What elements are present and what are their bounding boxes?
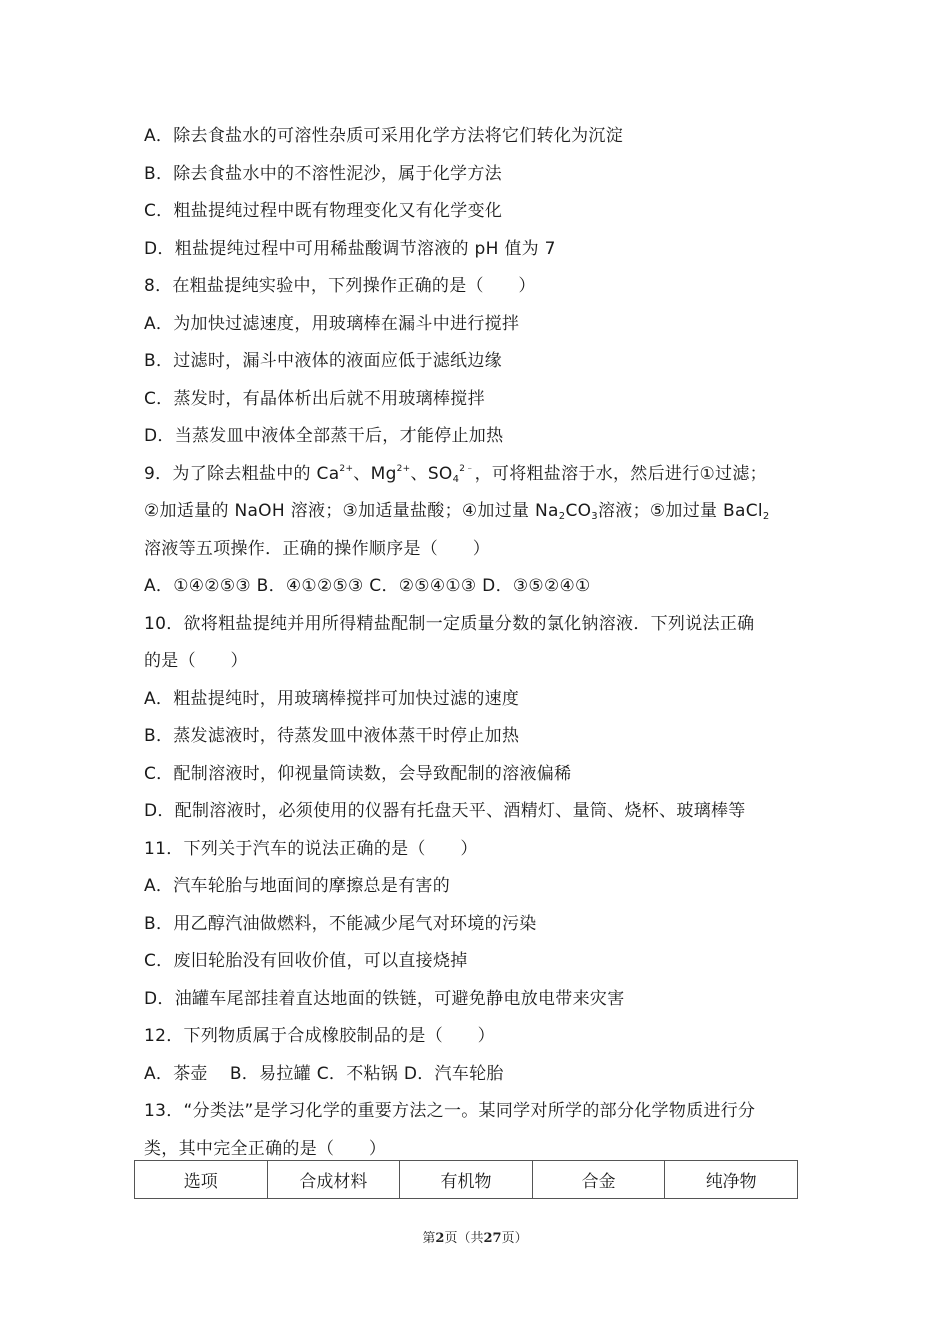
- q7-option-a: A．除去食盐水的可溶性杂质可采用化学方法将它们转化为沉淀: [144, 126, 624, 146]
- q12-option-b: B．易拉罐: [229, 1063, 312, 1084]
- table-header-cell: 有机物: [400, 1161, 533, 1199]
- q8-option-b: B．过滤时，漏斗中液体的液面应低于滤纸边缘: [144, 351, 502, 371]
- q8-option-c: C．蒸发时，有晶体析出后就不用玻璃棒搅拌: [144, 388, 485, 409]
- q12-stem: 12．下列物质属于合成橡胶制品的是（ ）: [144, 1026, 495, 1046]
- q12-option-a: A．茶壶: [144, 1063, 208, 1084]
- q12-option-d: D．汽车轮胎: [403, 1063, 504, 1084]
- page-number: 2: [435, 1231, 445, 1246]
- q11-option-a: A．汽车轮胎与地面间的摩擦总是有害的: [144, 876, 451, 896]
- q11-option-b: B．用乙醇汽油做燃料，不能减少尾气对环境的污染: [144, 913, 537, 934]
- q9-stem-line-3: 溶液等五项操作．正确的操作顺序是（ ）: [144, 538, 490, 559]
- q10-option-d: D．配制溶液时，必须使用的仪器有托盘天平、酒精灯、量筒、烧杯、玻璃棒等: [144, 801, 746, 821]
- q13-stem-line-1: 13．“分类法”是学习化学的重要方法之一。某同学对所学的部分化学物质进行分: [144, 1101, 756, 1121]
- q10-option-c: C．配制溶液时，仰视量筒读数，会导致配制的溶液偏稀: [144, 763, 572, 784]
- q9-options: A．①④②⑤③ B．④①②⑤③ C．②⑤④①③ D．③⑤②④①: [144, 576, 591, 596]
- page-footer: 第2页（共27页）: [422, 1231, 528, 1246]
- q11-option-d: D．油罐车尾部挂着直达地面的铁链，可避免静电放电带来灾害: [144, 988, 625, 1009]
- q10-stem-line-2: 的是（ ）: [144, 651, 248, 671]
- q10-option-b: B．蒸发滤液时，待蒸发皿中液体蒸干时停止加热: [144, 726, 520, 746]
- q13-options-table: [134, 1160, 798, 1199]
- q13-stem-line-2: 类，其中完全正确的是（ ）: [144, 1138, 387, 1159]
- q9-stem-line-1: 9．为了除去粗盐中的 $Ca^{2+}$、$Mg^{2+}$、$SO_4^{2﹣}$，可将粗盐溶于水，然后进行①过滤；: [144, 463, 767, 485]
- table-header-cell: 纯净物: [665, 1161, 798, 1199]
- table-header-row: [135, 1161, 798, 1199]
- q8-stem: 8．在粗盐提纯实验中，下列操作正确的是（ ）: [144, 276, 536, 296]
- question-text: [144, 118, 812, 1168]
- table-header-cell: 合成材料: [267, 1161, 400, 1199]
- q10-stem-line-1: 10．欲将粗盐提纯并用所得精盐配制一定质量分数的氯化钠溶液．下列说法正确: [144, 613, 755, 634]
- q7-option-d: D．粗盐提纯过程中可用稀盐酸调节溶液的 pH 值为 7: [144, 238, 556, 259]
- table-header-cell: 合金: [532, 1161, 665, 1199]
- q10-option-a: A．粗盐提纯时，用玻璃棒搅拌可加快过滤的速度: [144, 688, 520, 709]
- table-header-cell: 选项: [135, 1161, 268, 1199]
- q12-options: [144, 1056, 812, 1094]
- q7-option-b: B．除去食盐水中的不溶性泥沙，属于化学方法: [144, 163, 502, 184]
- q12-option-c: C．不粘锅: [316, 1063, 399, 1084]
- q9-stem-line-2: ②加适量的 NaOH 溶液；③加适量盐酸；④加过量 $Na_2CO_3$溶液；⑤加过量 BaCl$_2$: [144, 501, 770, 522]
- q11-stem: 11．下列关于汽车的说法正确的是（ ）: [144, 838, 478, 859]
- q8-option-a: A．为加快过滤速度，用玻璃棒在漏斗中进行搅拌: [144, 313, 520, 334]
- q8-option-d: D．当蒸发皿中液体全部蒸干后，才能停止加热: [144, 426, 504, 446]
- q11-option-c: C．废旧轮胎没有回收价值，可以直接烧掉: [144, 951, 468, 971]
- page-total: 27: [483, 1231, 502, 1246]
- q7-option-c: C．粗盐提纯过程中既有物理变化又有化学变化: [144, 201, 503, 221]
